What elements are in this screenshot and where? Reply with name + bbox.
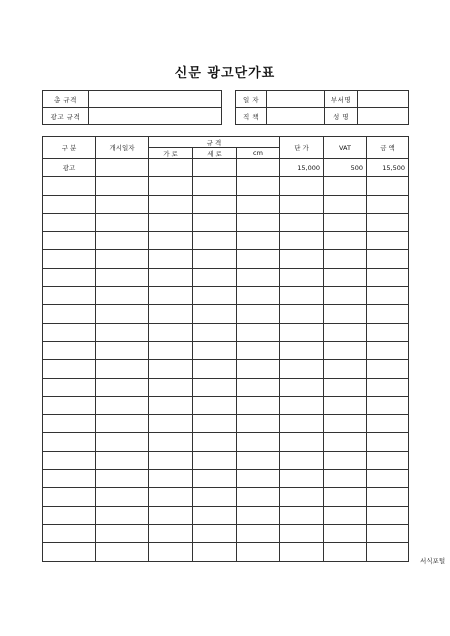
cell-unit-price[interactable] <box>280 396 324 414</box>
cell-height[interactable] <box>193 360 237 378</box>
cell-amount[interactable] <box>367 524 409 542</box>
cell-height[interactable] <box>193 323 237 341</box>
cell-width[interactable] <box>149 524 193 542</box>
cell-category[interactable] <box>43 323 96 341</box>
cell-amount[interactable] <box>367 396 409 414</box>
cell-category[interactable] <box>43 195 96 213</box>
cell-height[interactable] <box>193 488 237 506</box>
table-row <box>43 232 409 250</box>
cell-cm[interactable] <box>237 341 280 359</box>
cell-height[interactable] <box>193 250 237 268</box>
cell-cm[interactable] <box>237 232 280 250</box>
info-left-table <box>42 90 222 125</box>
cell-height[interactable] <box>193 415 237 433</box>
cell-start-date[interactable] <box>96 213 149 231</box>
table-row <box>43 159 409 177</box>
cell-amount[interactable] <box>367 488 409 506</box>
cell-amount[interactable] <box>367 232 409 250</box>
cell-start-date[interactable] <box>96 506 149 524</box>
cell-start-date[interactable] <box>96 195 149 213</box>
cell-unit-price[interactable] <box>280 543 324 561</box>
cell-width[interactable] <box>149 250 193 268</box>
cell-vat[interactable] <box>324 360 367 378</box>
cell-start-date[interactable] <box>96 360 149 378</box>
cell-start-date[interactable] <box>96 159 149 177</box>
cell-unit-price[interactable] <box>280 415 324 433</box>
date-field[interactable] <box>267 91 325 108</box>
cell-height[interactable] <box>193 287 237 305</box>
cell-category[interactable] <box>43 433 96 451</box>
header-unit-price: 단 가 <box>280 137 324 159</box>
cell-start-date[interactable] <box>96 287 149 305</box>
cell-height[interactable] <box>193 524 237 542</box>
cell-start-date[interactable] <box>96 396 149 414</box>
table-row <box>43 360 409 378</box>
cell-height[interactable] <box>193 159 237 177</box>
cell-start-date[interactable] <box>96 323 149 341</box>
cell-cm[interactable] <box>237 488 280 506</box>
cell-unit-price[interactable] <box>280 195 324 213</box>
footer-watermark: 서식포털 <box>420 557 446 565</box>
cell-cm[interactable] <box>237 378 280 396</box>
cell-start-date[interactable] <box>96 415 149 433</box>
cell-vat[interactable] <box>324 268 367 286</box>
cell-width[interactable] <box>149 213 193 231</box>
cell-category[interactable] <box>43 305 96 323</box>
department-field[interactable] <box>358 91 409 108</box>
cell-start-date[interactable] <box>96 305 149 323</box>
total-size-label: 총 규격 <box>43 91 89 108</box>
cell-amount[interactable] <box>367 451 409 469</box>
cell-height[interactable] <box>193 543 237 561</box>
cell-cm[interactable] <box>237 524 280 542</box>
ad-size-label: 광고 규격 <box>43 108 89 125</box>
cell-unit-price[interactable] <box>280 488 324 506</box>
cell-start-date[interactable] <box>96 378 149 396</box>
table-row <box>43 213 409 231</box>
cell-start-date[interactable] <box>96 470 149 488</box>
cell-category[interactable] <box>43 415 96 433</box>
cell-amount[interactable] <box>367 360 409 378</box>
header-row <box>43 137 409 148</box>
cell-start-date[interactable] <box>96 451 149 469</box>
cell-start-date[interactable] <box>96 433 149 451</box>
cell-vat[interactable] <box>324 470 367 488</box>
header-spec: 규 격 <box>149 137 280 148</box>
table-row <box>43 250 409 268</box>
cell-amount[interactable] <box>367 213 409 231</box>
cell-amount[interactable] <box>367 470 409 488</box>
cell-height[interactable] <box>193 378 237 396</box>
table-row <box>43 268 409 286</box>
cell-cm[interactable] <box>237 305 280 323</box>
info-row <box>236 108 409 125</box>
cell-vat[interactable] <box>324 287 367 305</box>
header-amount: 금 액 <box>367 137 409 159</box>
cell-vat[interactable] <box>324 195 367 213</box>
cell-start-date[interactable] <box>96 341 149 359</box>
cell-width[interactable] <box>149 360 193 378</box>
cell-category[interactable] <box>43 250 96 268</box>
info-right-table <box>235 90 409 125</box>
cell-category[interactable] <box>43 543 96 561</box>
cell-amount[interactable] <box>367 323 409 341</box>
info-row <box>236 91 409 108</box>
cell-start-date[interactable] <box>96 177 149 195</box>
cell-cm[interactable] <box>237 543 280 561</box>
cell-start-date[interactable] <box>96 232 149 250</box>
cell-category[interactable] <box>43 177 96 195</box>
cell-category[interactable]: 광고 <box>43 159 96 177</box>
cell-amount[interactable] <box>367 378 409 396</box>
cell-start-date[interactable] <box>96 268 149 286</box>
cell-width[interactable] <box>149 305 193 323</box>
cell-width[interactable] <box>149 287 193 305</box>
cell-width[interactable] <box>149 268 193 286</box>
cell-height[interactable] <box>193 232 237 250</box>
cell-category[interactable] <box>43 451 96 469</box>
cell-vat[interactable] <box>324 506 367 524</box>
header-width: 가 로 <box>149 148 193 159</box>
cell-width[interactable] <box>149 177 193 195</box>
table-row <box>43 451 409 469</box>
cell-width[interactable] <box>149 415 193 433</box>
cell-unit-price[interactable] <box>280 433 324 451</box>
cell-start-date[interactable] <box>96 250 149 268</box>
ad-size-field[interactable] <box>89 108 222 125</box>
cell-unit-price[interactable] <box>280 378 324 396</box>
cell-vat[interactable] <box>324 543 367 561</box>
cell-unit-price[interactable] <box>280 305 324 323</box>
cell-width[interactable] <box>149 433 193 451</box>
table-row <box>43 506 409 524</box>
cell-category[interactable] <box>43 360 96 378</box>
cell-height[interactable] <box>193 268 237 286</box>
department-label: 부서명 <box>325 91 358 108</box>
cell-unit-price[interactable] <box>280 177 324 195</box>
cell-unit-price[interactable] <box>280 232 324 250</box>
cell-start-date[interactable] <box>96 543 149 561</box>
cell-width[interactable] <box>149 195 193 213</box>
cell-vat[interactable]: 500 <box>324 159 367 177</box>
table-row <box>43 433 409 451</box>
cell-cm[interactable] <box>237 415 280 433</box>
cell-amount[interactable] <box>367 341 409 359</box>
cell-amount[interactable] <box>367 250 409 268</box>
table-row <box>43 378 409 396</box>
cell-amount[interactable] <box>367 287 409 305</box>
cell-cm[interactable] <box>237 213 280 231</box>
cell-category[interactable] <box>43 470 96 488</box>
cell-height[interactable] <box>193 506 237 524</box>
cell-category[interactable] <box>43 378 96 396</box>
cell-cm[interactable] <box>237 195 280 213</box>
cell-category[interactable] <box>43 506 96 524</box>
cell-unit-price[interactable] <box>280 506 324 524</box>
header-height: 세 로 <box>193 148 237 159</box>
table-row <box>43 488 409 506</box>
header-cm: cm <box>237 148 280 159</box>
cell-cm[interactable] <box>237 451 280 469</box>
header-category: 구 분 <box>43 137 96 159</box>
cell-category[interactable] <box>43 488 96 506</box>
cell-category[interactable] <box>43 287 96 305</box>
cell-width[interactable] <box>149 470 193 488</box>
table-row <box>43 396 409 414</box>
cell-vat[interactable] <box>324 378 367 396</box>
total-size-field[interactable] <box>89 91 222 108</box>
cell-cm[interactable] <box>237 177 280 195</box>
cell-unit-price[interactable] <box>280 213 324 231</box>
header-vat: VAT <box>324 137 367 159</box>
cell-amount[interactable] <box>367 305 409 323</box>
cell-vat[interactable] <box>324 177 367 195</box>
cell-unit-price[interactable] <box>280 287 324 305</box>
cell-amount[interactable] <box>367 506 409 524</box>
price-table <box>42 136 409 562</box>
table-row <box>43 415 409 433</box>
cell-cm[interactable] <box>237 287 280 305</box>
name-label: 성 명 <box>325 108 358 125</box>
cell-unit-price[interactable] <box>280 341 324 359</box>
table-row <box>43 470 409 488</box>
info-row <box>43 91 222 108</box>
cell-amount[interactable] <box>367 268 409 286</box>
cell-height[interactable] <box>193 213 237 231</box>
cell-width[interactable] <box>149 396 193 414</box>
table-row <box>43 323 409 341</box>
cell-amount[interactable] <box>367 415 409 433</box>
cell-category[interactable] <box>43 232 96 250</box>
cell-vat[interactable] <box>324 323 367 341</box>
cell-start-date[interactable] <box>96 488 149 506</box>
cell-height[interactable] <box>193 451 237 469</box>
cell-cm[interactable] <box>237 268 280 286</box>
cell-width[interactable] <box>149 378 193 396</box>
cell-height[interactable] <box>193 305 237 323</box>
cell-vat[interactable] <box>324 433 367 451</box>
cell-height[interactable] <box>193 470 237 488</box>
page-title: 신문 광고단가표 <box>174 66 276 81</box>
cell-height[interactable] <box>193 177 237 195</box>
cell-vat[interactable] <box>324 488 367 506</box>
cell-vat[interactable] <box>324 451 367 469</box>
cell-amount[interactable] <box>367 543 409 561</box>
cell-vat[interactable] <box>324 232 367 250</box>
cell-vat[interactable] <box>324 524 367 542</box>
cell-amount[interactable] <box>367 177 409 195</box>
cell-unit-price[interactable] <box>280 360 324 378</box>
position-label: 직 책 <box>236 108 267 125</box>
table-row <box>43 195 409 213</box>
cell-cm[interactable] <box>237 396 280 414</box>
cell-unit-price[interactable] <box>280 268 324 286</box>
cell-cm[interactable] <box>237 506 280 524</box>
cell-category[interactable] <box>43 213 96 231</box>
cell-cm[interactable] <box>237 323 280 341</box>
table-row <box>43 524 409 542</box>
cell-category[interactable] <box>43 396 96 414</box>
cell-cm[interactable] <box>237 470 280 488</box>
cell-width[interactable] <box>149 341 193 359</box>
info-row <box>43 108 222 125</box>
table-row <box>43 341 409 359</box>
cell-width[interactable] <box>149 232 193 250</box>
table-row <box>43 543 409 561</box>
cell-category[interactable] <box>43 268 96 286</box>
cell-vat[interactable] <box>324 396 367 414</box>
cell-height[interactable] <box>193 195 237 213</box>
date-label: 일 자 <box>236 91 267 108</box>
cell-width[interactable] <box>149 488 193 506</box>
cell-width[interactable] <box>149 451 193 469</box>
cell-width[interactable] <box>149 159 193 177</box>
cell-amount[interactable] <box>367 195 409 213</box>
cell-vat[interactable] <box>324 415 367 433</box>
cell-height[interactable] <box>193 396 237 414</box>
cell-vat[interactable] <box>324 250 367 268</box>
table-row <box>43 305 409 323</box>
cell-width[interactable] <box>149 543 193 561</box>
header-start-date: 개시일자 <box>96 137 149 159</box>
cell-height[interactable] <box>193 433 237 451</box>
cell-width[interactable] <box>149 323 193 341</box>
cell-cm[interactable] <box>237 250 280 268</box>
cell-vat[interactable] <box>324 213 367 231</box>
cell-vat[interactable] <box>324 341 367 359</box>
cell-unit-price[interactable]: 15,000 <box>280 159 324 177</box>
cell-vat[interactable] <box>324 305 367 323</box>
cell-start-date[interactable] <box>96 524 149 542</box>
cell-height[interactable] <box>193 341 237 359</box>
name-field[interactable] <box>358 108 409 125</box>
cell-cm[interactable] <box>237 360 280 378</box>
table-row <box>43 287 409 305</box>
cell-amount[interactable]: 15,500 <box>367 159 409 177</box>
cell-cm[interactable] <box>237 159 280 177</box>
cell-category[interactable] <box>43 524 96 542</box>
cell-unit-price[interactable] <box>280 524 324 542</box>
cell-cm[interactable] <box>237 433 280 451</box>
cell-width[interactable] <box>149 506 193 524</box>
cell-unit-price[interactable] <box>280 451 324 469</box>
cell-unit-price[interactable] <box>280 323 324 341</box>
cell-unit-price[interactable] <box>280 250 324 268</box>
position-field[interactable] <box>267 108 325 125</box>
table-row <box>43 177 409 195</box>
cell-category[interactable] <box>43 341 96 359</box>
cell-amount[interactable] <box>367 433 409 451</box>
cell-unit-price[interactable] <box>280 470 324 488</box>
